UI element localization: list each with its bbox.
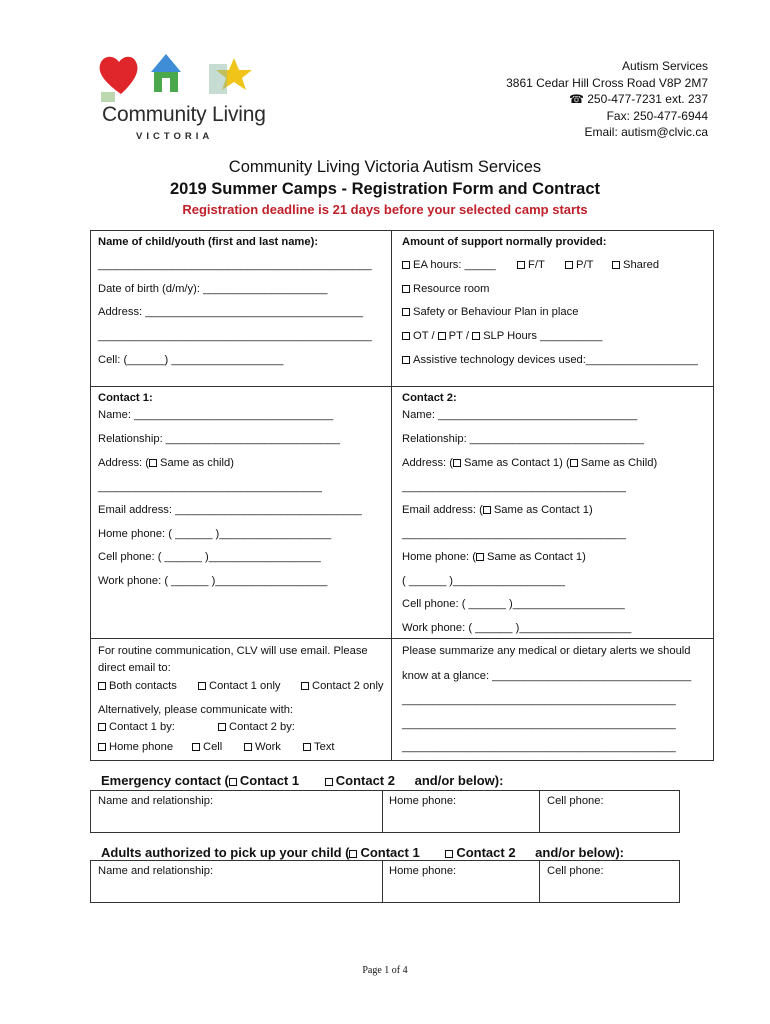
communication-text-2: direct email to: xyxy=(98,662,171,674)
home-phone-option[interactable]: Home phone xyxy=(98,741,173,753)
emergency-table xyxy=(90,790,680,833)
address-field[interactable]: Address: ___________________________________ xyxy=(98,306,364,318)
pt-checkbox[interactable] xyxy=(565,261,573,269)
emergency-name-field[interactable]: Name and relationship: xyxy=(98,795,214,807)
support-label: Amount of support normally provided: xyxy=(402,236,607,248)
contact2-address-field[interactable]: ____________________________________ xyxy=(402,481,626,493)
pickup-title: Adults authorized to pick up your child ( Contact 1 Contact 2 and/or below): xyxy=(101,845,625,860)
text-option[interactable]: Text xyxy=(303,741,335,753)
ea-checkbox[interactable] xyxy=(402,261,410,269)
pt2-checkbox[interactable] xyxy=(438,332,446,340)
safety-option[interactable]: Safety or Behaviour Plan in place xyxy=(402,306,578,318)
contact1-address-field[interactable]: ____________________________________ xyxy=(98,481,322,493)
address-line: Autism Services xyxy=(621,59,708,73)
cell-checkbox[interactable] xyxy=(192,743,200,751)
contact2-by-checkbox[interactable] xyxy=(218,723,226,731)
contact2-work-phone-field[interactable]: Work phone: ( ______ )__________________ xyxy=(402,622,632,634)
same-as-contact1-checkbox[interactable] xyxy=(453,459,461,467)
emergency-contact2-checkbox[interactable] xyxy=(325,778,333,786)
emergency-cell-field[interactable]: Cell phone: xyxy=(547,795,604,807)
alt-communication-text: Alternatively, please communicate with: xyxy=(98,704,294,716)
contact1-only-option[interactable]: Contact 1 only xyxy=(198,680,281,692)
contact2-home-row: Home phone: ( Same as Contact 1) xyxy=(402,551,586,563)
cell-option[interactable]: Cell xyxy=(192,741,222,753)
ot-checkbox[interactable] xyxy=(402,332,410,340)
child-name-field[interactable]: ____________________________________________ xyxy=(98,259,372,271)
resource-checkbox[interactable] xyxy=(402,285,410,293)
pt-option[interactable]: P/T xyxy=(565,259,593,271)
pickup-table xyxy=(90,860,680,903)
therapy-row: OT / PT / SLP Hours __________ xyxy=(402,330,602,342)
contact2-email-field[interactable]: ____________________________________ xyxy=(402,528,626,540)
phone-number: 250-477-7231 ext. 237 xyxy=(587,92,708,107)
contact1-email-field[interactable]: Email address: ______________________________ xyxy=(98,504,362,516)
assistive-checkbox[interactable] xyxy=(402,356,410,364)
medical-field-4[interactable]: ____________________________________________ xyxy=(402,741,676,753)
slp-hours-field[interactable]: SLP Hours __________ xyxy=(483,330,603,342)
deadline-notice: Registration deadline is 21 days before your selected camp starts xyxy=(182,202,588,217)
email-same-checkbox[interactable] xyxy=(483,506,491,514)
medical-text: Please summarize any medical or dietary alerts we should xyxy=(402,645,691,657)
contact1-home-phone-field[interactable]: Home phone: ( ______ )__________________ xyxy=(98,528,332,540)
shared-checkbox[interactable] xyxy=(612,261,620,269)
contact1-by-option[interactable]: Contact 1 by: xyxy=(98,721,175,733)
emergency-home-field[interactable]: Home phone: xyxy=(389,795,457,807)
contact2-email-row: Email address: ( Same as Contact 1) xyxy=(402,504,593,516)
email-line: Email: autism@clvic.ca xyxy=(584,125,708,140)
dob-field[interactable]: Date of birth (d/m/y): ____________________ xyxy=(98,283,328,295)
address-field-2[interactable]: ____________________________________________ xyxy=(98,330,372,342)
contact2-cell-phone-field[interactable]: Cell phone: ( ______ )__________________ xyxy=(402,598,625,610)
home-phone-checkbox[interactable] xyxy=(98,743,106,751)
pickup-cell-field[interactable]: Cell phone: xyxy=(547,865,604,877)
work-checkbox[interactable] xyxy=(244,743,252,751)
contact1-address-row: Address: ( Same as child) xyxy=(98,457,234,469)
communication-text: For routine communication, CLV will use email. Please xyxy=(98,645,368,657)
phone-icon: ☎ xyxy=(568,92,588,107)
contact1-only-checkbox[interactable] xyxy=(198,682,206,690)
medical-field-2[interactable]: ____________________________________________ xyxy=(402,694,676,706)
contact2-relationship-field[interactable]: Relationship: ____________________________ xyxy=(402,433,645,445)
emergency-title: Emergency contact ( Contact 1 Contact 2 and/or below): xyxy=(101,773,504,788)
form-title: 2019 Summer Camps - Registration Form and Contract xyxy=(169,180,600,198)
contact1-work-phone-field[interactable]: Work phone: ( ______ )__________________ xyxy=(98,575,328,587)
shared-option[interactable]: Shared xyxy=(612,259,659,271)
pickup-contact1-checkbox[interactable] xyxy=(349,850,357,858)
ea-hours-row xyxy=(402,259,496,271)
phone-line xyxy=(506,91,708,108)
both-contacts-option[interactable]: Both contacts xyxy=(98,680,177,692)
logo-subtext: VICTORIA xyxy=(136,131,214,142)
contact2-by-option[interactable]: Contact 2 by: xyxy=(218,721,295,733)
same-as-child-checkbox[interactable] xyxy=(570,459,578,467)
contact1-name-field[interactable]: Name: ________________________________ xyxy=(98,409,334,421)
address-line: 3861 Cedar Hill Cross Road V8P 2M7 xyxy=(506,75,708,90)
home-same-checkbox[interactable] xyxy=(476,553,484,561)
pickup-contact2-checkbox[interactable] xyxy=(445,850,453,858)
contact2-title: Contact 2: xyxy=(402,392,457,404)
emergency-contact1-checkbox[interactable] xyxy=(229,778,237,786)
medical-field[interactable]: know at a glance: ________________________________ xyxy=(402,670,692,682)
pickup-name-field[interactable]: Name and relationship: xyxy=(98,865,214,877)
ft-checkbox[interactable] xyxy=(517,261,525,269)
contact1-title: Contact 1: xyxy=(98,392,153,404)
slp-checkbox[interactable] xyxy=(472,332,480,340)
child-name-label: Name of child/youth (first and last name): xyxy=(98,236,319,248)
pickup-home-field[interactable]: Home phone: xyxy=(389,865,457,877)
assistive-option[interactable]: Assistive technology devices used:__________________ xyxy=(402,354,698,366)
page-number: Page 1 of 4 xyxy=(362,965,408,976)
medical-field-3[interactable]: ____________________________________________ xyxy=(402,718,676,730)
logo-graphic xyxy=(81,32,267,112)
page-title: Community Living Victoria Autism Services xyxy=(228,158,542,176)
contact2-home-phone-field[interactable]: ( ______ )__________________ xyxy=(402,575,565,587)
ft-option[interactable]: F/T xyxy=(517,259,545,271)
fax-line: Fax: 250-477-6944 xyxy=(606,108,708,123)
logo-text: Community Living xyxy=(102,103,266,126)
cell-field[interactable]: Cell: (______) __________________ xyxy=(98,354,284,366)
contact2-only-checkbox[interactable] xyxy=(301,682,309,690)
address-block xyxy=(506,58,708,141)
contact1-cell-phone-field[interactable]: Cell phone: ( ______ )__________________ xyxy=(98,551,321,563)
resource-option[interactable]: Resource room xyxy=(402,283,489,295)
both-contacts-checkbox[interactable] xyxy=(98,682,106,690)
same-as-child-checkbox[interactable] xyxy=(149,459,157,467)
contact2-address-row: Address: ( Same as Contact 1) ( Same as Child) xyxy=(402,457,658,469)
safety-checkbox[interactable] xyxy=(402,308,410,316)
registration-grid xyxy=(90,230,714,761)
ea-hours-field[interactable]: EA hours: _____ xyxy=(413,259,496,271)
contact1-relationship-field[interactable]: Relationship: ____________________________ xyxy=(98,433,341,445)
text-checkbox[interactable] xyxy=(303,743,311,751)
contact2-name-field[interactable]: Name: ________________________________ xyxy=(402,409,638,421)
work-option[interactable]: Work xyxy=(244,741,281,753)
contact1-by-checkbox[interactable] xyxy=(98,723,106,731)
contact2-only-option[interactable]: Contact 2 only xyxy=(301,680,384,692)
